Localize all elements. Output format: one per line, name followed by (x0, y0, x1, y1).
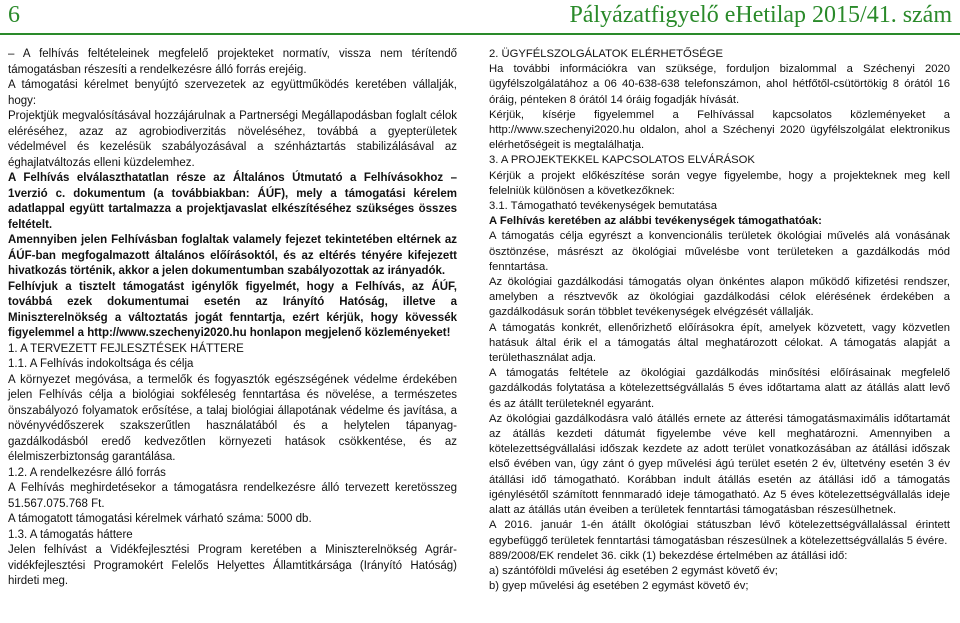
paragraph: 1.2. A rendelkezésre álló forrás (8, 466, 166, 479)
page-number: 6 (8, 2, 20, 28)
paragraph: A Felhívás keretében az alábbi tevékenységek támogathatóak: (489, 215, 822, 228)
paragraph: A Felhívás elválaszthatatlan része az Általános Útmutató a Felhívásokhoz – 1verzió c. dokumentum (a továbbiakban: ÁÚF), mely a támogatási kérelem adatlappal együtt tartalmazza a projektjavaslat elkészítéséhez szükséges összes feltételt. (8, 172, 457, 231)
paragraph: Amennyiben jelen Felhívásban foglaltak valamely fejezet tekintetében eltérnek az ÁÚF-ban megfogalmazott általános előírásoktól, és az eltérés tényére kifejezett hivatkozás történik, akkor a jelen dokumentumban szabályozottak az irányadók. (8, 234, 457, 277)
paragraph: A támogatás konkrét, ellenőrizhető előírásokra épít, amelyek közvetett, vagy közvetlen hatásuk által érik el a támogatás által meghatározott célokat. A támogatás alapját a területhasználat adja. (489, 321, 950, 365)
paragraph: a) szántóföldi művelési ág esetében 2 egymást követő év; (489, 564, 778, 577)
paragraph: 3.1. Támogatható tevékenységek bemutatása (489, 200, 718, 213)
paragraph: A Felhívás meghirdetésekor a támogatásra rendelkezésre álló tervezett keretösszeg 51.567.075.768 Ft. (8, 482, 457, 510)
paragraph: A támogatás célja egyrészt a konvencionális területek ökológiai művelés alá vonásának ösztönzése, másrészt az ökológiai művelésbe vont területeken a gazdálkodás mód fenntartása. (489, 230, 950, 273)
paragraph: Kérjük a projekt előkészítése során vegye figyelembe, hogy a projekteknek meg kell felelniük különösen a következőknek: (489, 169, 950, 197)
paragraph: 889/2008/EK rendelet 36. cikk (1) bekezdése értelmében az átállási idő: (489, 549, 848, 562)
paragraph: 1. A TERVEZETT FEJLESZTÉSEK HÁTTERE (8, 342, 244, 355)
paragraph: Az ökológiai gazdálkodásra való átállés ernete az átterési támogatásmaximális időtartamát az átállás kezdeti dátumát figyelembe véve kell meghatározni. Amennyiben a kötelezettségvállalási időszak kezdete az adott terület vonatkozásában az átállási időszak első évében van, úgy zánt ó gyep művelési ágú terület esetén 2 év, ültetvény esetén 3 év átállási idő támogatható. Korábban indult átállás esetén az átállási idő a támogatás igénylésétől számított fennmaradó ideje támogatható. Az 5 éves kötelezettségvállalás ideje alatt az átállás után éveiben a területek fenntartási támogatásban részesülhetnek. (489, 412, 950, 517)
paragraph: A támogatási kérelmet benyújtó szervezetek az együttműködés keretében vállalják, hogy: (8, 79, 457, 107)
paragraph: Kérjük, kísérje figyelemmel a Felhívással kapcsolatos közleményeket a http://www.szechenyi2020.hu oldalon, ahol a Széchenyi 2020 ügyfélszolgálat elektronikus elérhetőségeit is megtalálhatja. (489, 108, 950, 152)
left-column (8, 47, 457, 590)
paragraph: 2. ÜGYFÉLSZOLGÁLATOK ELÉRHETŐSÉGE (489, 48, 724, 60)
header-rule (0, 33, 960, 35)
paragraph: Ha további információkra van szüksége, forduljon bizalommal a Széchenyi 2020 ügyfélszolgálatához a 06 40-638-638 telefonszámon, ahol hétfőtől-csütörtökig 8 órától 16 óráig, pénteken 8 órától 14 óráig fogadják hívását. (489, 63, 950, 106)
paragraph: A 2016. január 1-én átállt ökológiai státuszban lévő kötelezettségvállalással érintett egybefüggő területek fenntartási támogatásban részesülnek a kötelezettségvállalás 5 évére. (489, 519, 950, 547)
paragraph: Projektjük megvalósításával hozzájárulnak a Partnerségi Megállapodásban foglalt célok eléréséhez, azaz az agrobiodiverzitás növeléséhez, továbbá a gyepterületek védelmével és kezelésük szabályozásával a szénháztartás stabilizálásával az éghajlatváltozás elleni küzdelemhez. (8, 110, 457, 169)
paragraph: A támogatott támogatási kérelmek várható száma: 5000 db. (8, 513, 312, 525)
paragraph: A támogatás feltétele az ökológiai gazdálkodás minősítési előírásainak megfelelő gazdálkodás folytatása a kötelezettségvállalás 5 éves időtartama alatt az átállás alatt levő és az átállt területeknél egyaránt. (489, 367, 950, 410)
paragraph: Jelen felhívást a Vidékfejlesztési Program keretében a Miniszterelnökség Agrár-vidékfejlesztési Programokért Felelős Helyettes Államtitkársága (Irányító Hatóság) hirdeti meg. (8, 544, 457, 587)
paragraph: 1.1. A Felhívás indokoltsága és célja (8, 358, 194, 370)
paragraph: – A felhívás feltételeinek megfelelő projekteket normatív, vissza nem térítendő támogatásban részesíti a rendelkezésre álló forrás erejéig. (8, 48, 457, 76)
right-column (489, 47, 950, 594)
page-header (0, 0, 960, 36)
paragraph: Az ökológiai gazdálkodási támogatás olyan önkéntes alapon működő kifizetési rendszer, amelyben a résztvevők az ökológiai gazdálkodási célok elérésének érdekében a gazdálkodásuk során többlet tevékenységek elvégzését vállalják. (489, 276, 950, 319)
paragraph: Felhívjuk a tisztelt támogatást igénylők figyelmét, hogy a Felhívás, az ÁÚF, továbbá ezek dokumentumai esetén az Irányító Hatóság, illetve a Miniszterelnökség a változtatás jogát fenntartja, ezért kérjük, hogy kövessék figyelemmel a http://www.szechenyi2020.hu honlapon megjelenő közleményeket! (8, 280, 457, 339)
paragraph: 3. A PROJEKTEKKEL KAPCSOLATOS ELVÁRÁSOK (489, 154, 755, 167)
publication-title: Pályázatfigyelő eHetilap 2015/41. szám (569, 2, 952, 28)
paragraph: 1.3. A támogatás háttere (8, 528, 133, 541)
paragraph: b) gyep művelési ág esetében 2 egymást követő év; (489, 580, 749, 593)
paragraph: A környezet megóvása, a termelők és fogyasztók egészségének védelme érdekében jelen Felhívás célja a biológiai sokféleség fenntartása és növelése, a természetes önszabályozó folyamatok erősítése, a talaj biológiai állapotának védelme és javítása, a növényvédőszerek szakszerűtlen használatából és a helytelen tápanyag-gazdálkodásból eredő kedvezőtlen környezeti hatások csökkentése, és az élelmiszerbiztonság garantálása. (8, 373, 457, 463)
